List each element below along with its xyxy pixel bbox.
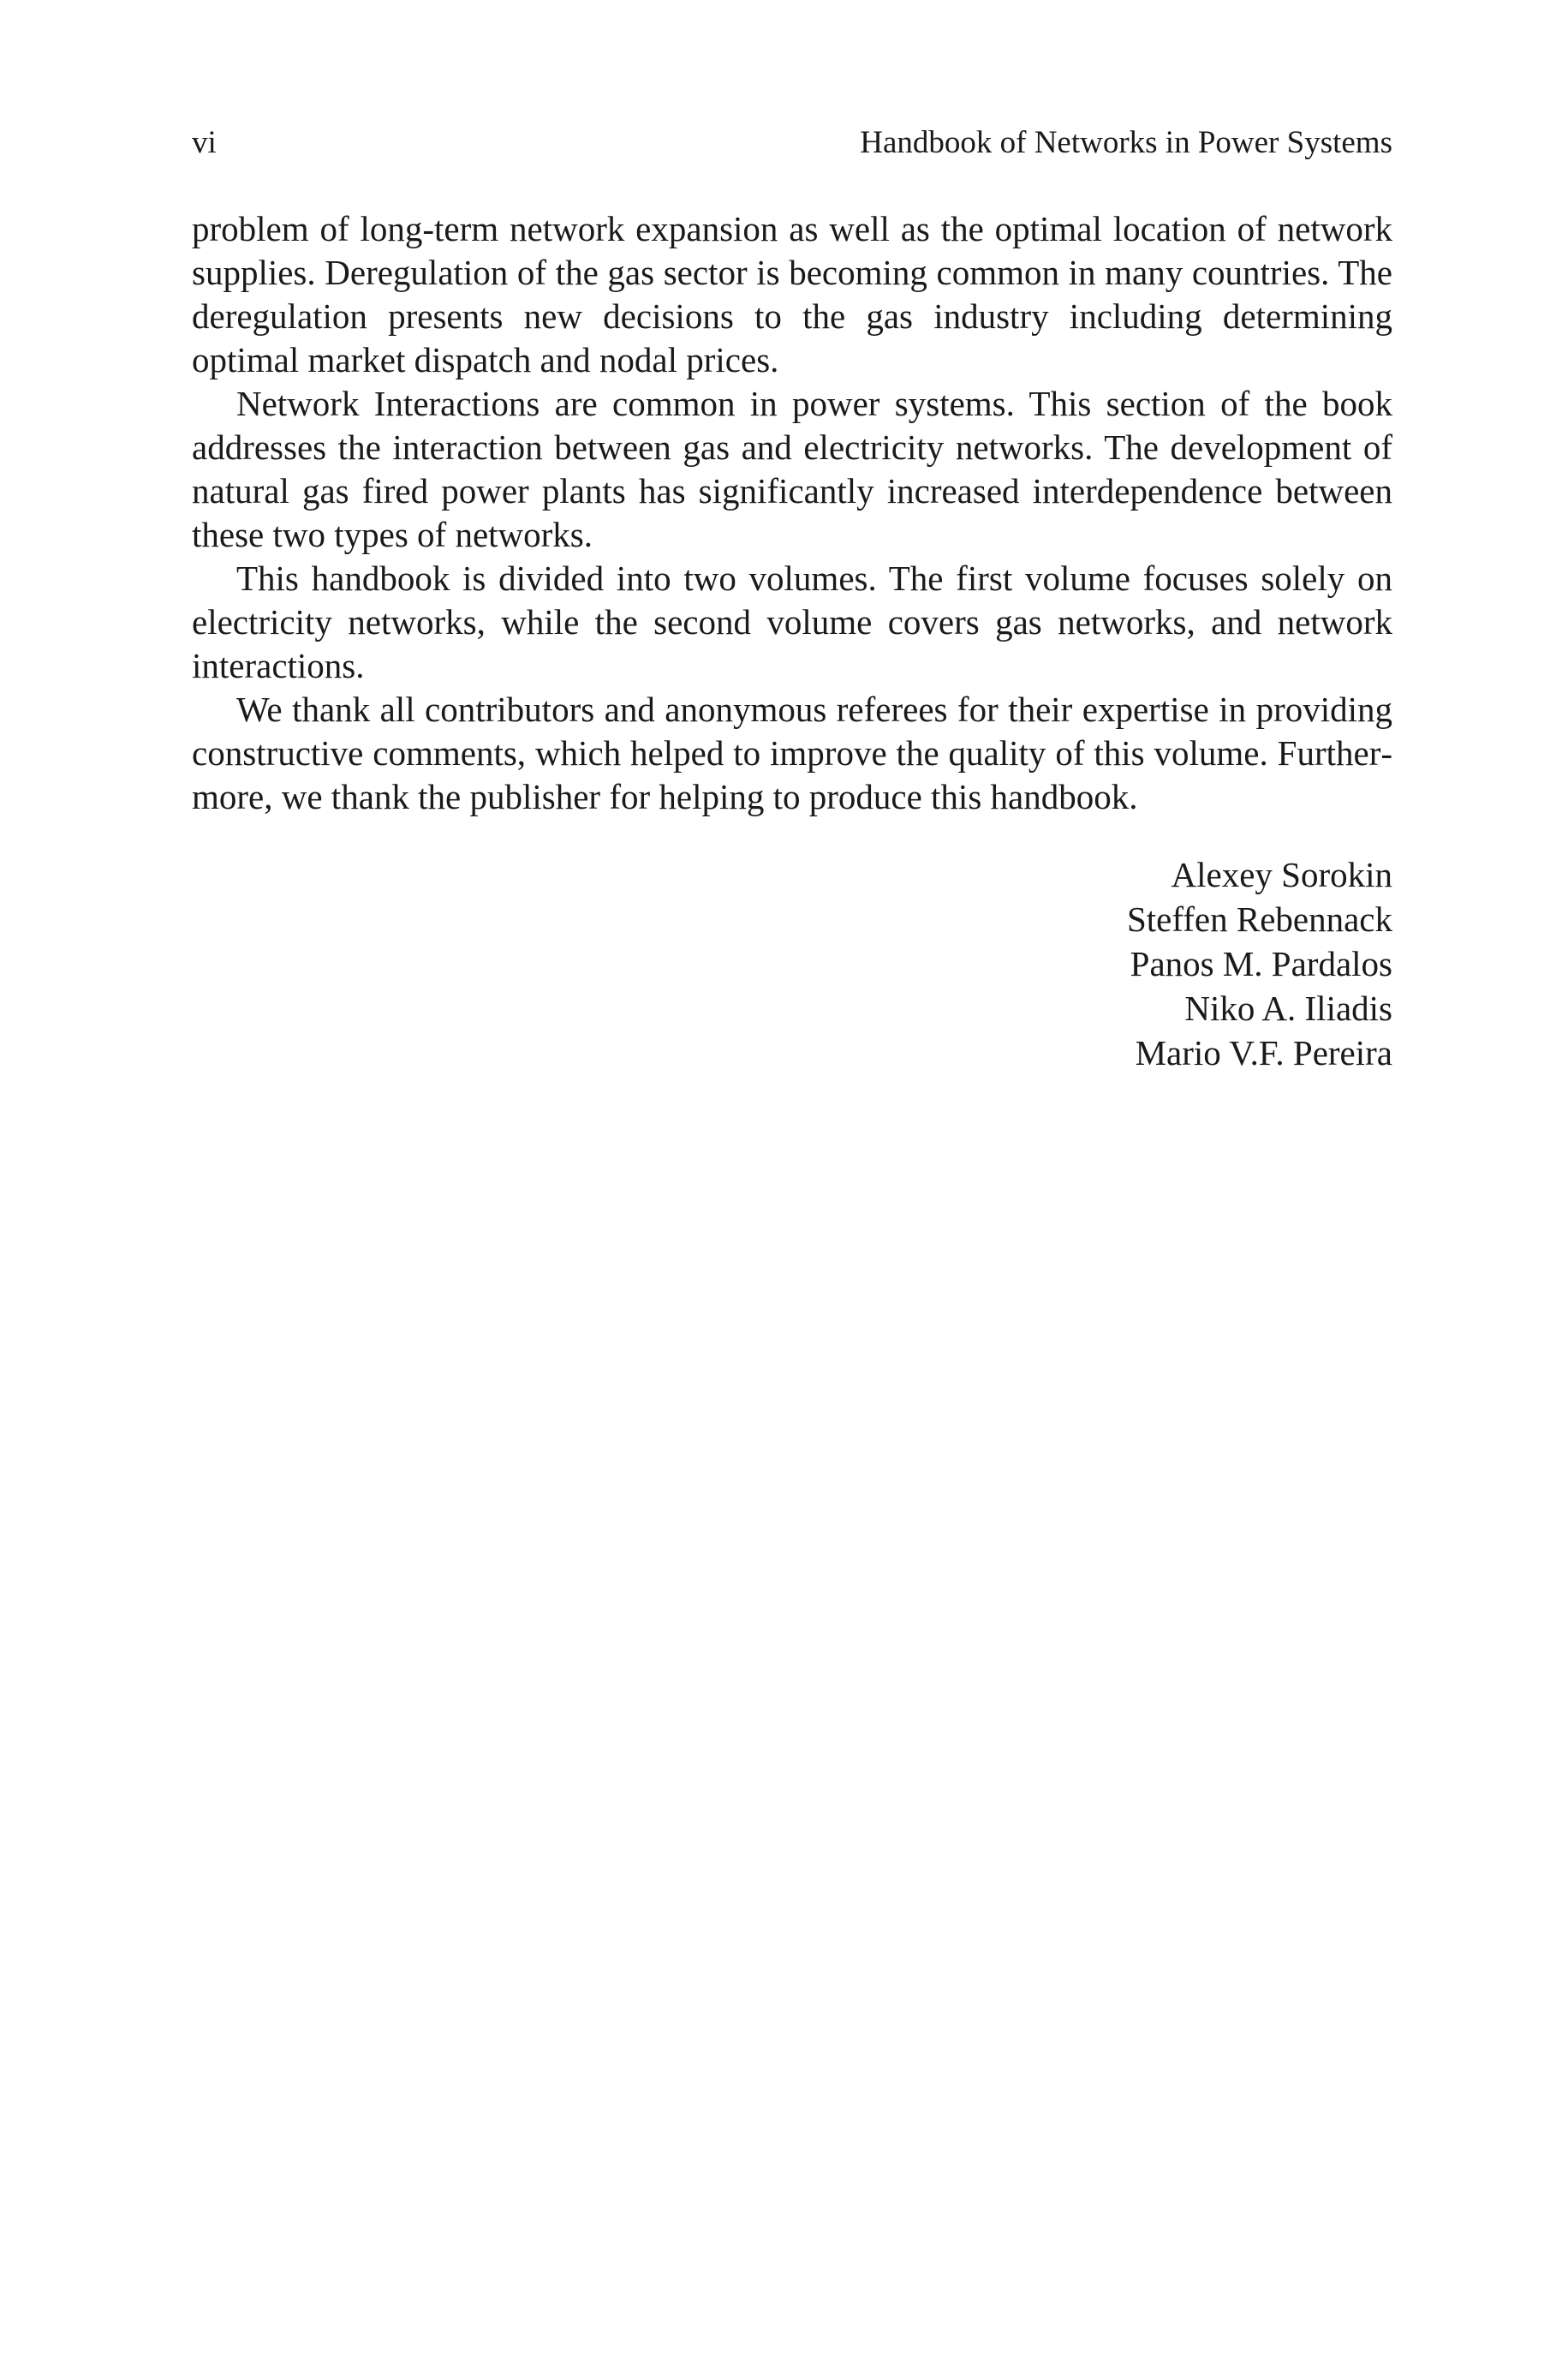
editor-signatures bbox=[192, 852, 1392, 1075]
running-head bbox=[192, 122, 1392, 164]
signatory-name: Steffen Rebennack bbox=[1126, 899, 1392, 939]
signatory-name: Niko A. Iliadis bbox=[1184, 989, 1392, 1028]
signatory-name: Alexey Sorokin bbox=[1171, 855, 1392, 894]
preface-body bbox=[192, 207, 1392, 819]
book-title: Handbook of Networks in Power Systems bbox=[860, 125, 1392, 160]
page-number: vi bbox=[192, 125, 217, 160]
paragraph-volumes: This handbook is divided into two volumes. The first volume focuses solely on electricity networks, while the second volume covers gas networks, and network interactions. bbox=[192, 559, 1392, 685]
paragraph-acknowledgements: We thank all contributors and anonymous referees for their expertise in providing constructive comments, which helped to improve the quality of this volume. Furthermore, we thank the publisher for helping to produce this handbook. bbox=[192, 690, 1392, 816]
paragraph-continuation: problem of long-term network expansion as well as the optimal location of network supplies. Deregulation of the gas sector is becoming common in many countries. The deregulation presents new decisions to the gas industry including determining optimal market dispatch and nodal prices. bbox=[192, 209, 1392, 379]
paragraph-network-interactions: Network Interactions are common in power systems. This section of the book addresses the interaction between gas and electricity networks. The development of natural gas fired power plants has significantly increased interdependence between these two types of networks. bbox=[192, 384, 1392, 554]
signatory-name: Mario V.F. Pereira bbox=[1135, 1033, 1392, 1072]
signatory-name: Panos M. Pardalos bbox=[1130, 944, 1392, 983]
